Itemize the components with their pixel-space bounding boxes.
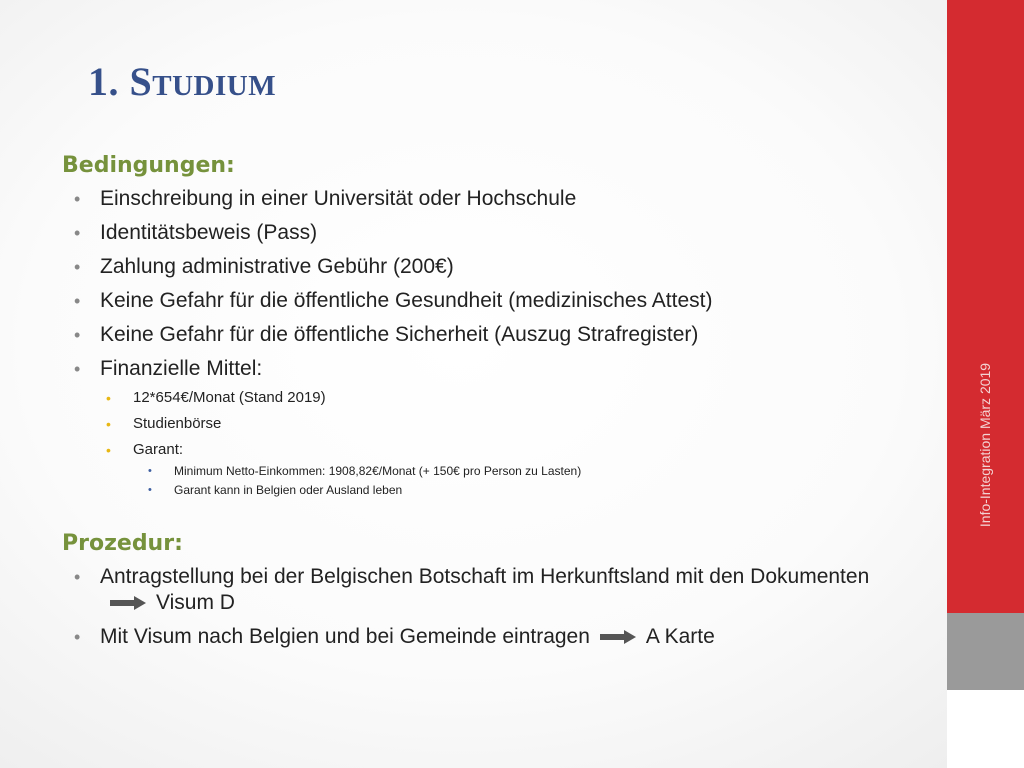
list-item-text: Antragstellung bei der Belgischen Botschaft im Herkunftsland mit den Dokumenten <box>100 565 870 588</box>
finanzielle-sublist <box>100 388 880 498</box>
list-item-text: Visum D <box>156 591 235 614</box>
bullet-dot: • <box>106 390 111 406</box>
sidebar-white-band <box>947 690 1024 768</box>
bullet-dot: • <box>106 416 111 432</box>
list-item <box>62 463 880 479</box>
title-number: 1. <box>88 59 119 104</box>
list-item <box>62 220 880 246</box>
list-item-text: Garant: <box>133 441 184 458</box>
list-item <box>62 356 880 498</box>
bullet-dot: • <box>74 223 81 243</box>
bullet-dot: • <box>74 627 81 647</box>
title-first-letter: S <box>129 59 153 104</box>
bullet-dot: • <box>74 359 81 379</box>
sidebar-gray-band <box>947 613 1024 690</box>
right-arrow-icon <box>600 630 636 644</box>
list-item-text: Studienbörse <box>133 415 222 432</box>
list-item-text: Finanzielle Mittel: <box>100 357 263 380</box>
bedingungen-heading: Bedingungen: <box>62 153 235 178</box>
list-item <box>62 288 880 314</box>
bullet-dot: • <box>74 567 81 587</box>
right-arrow-icon <box>110 596 146 610</box>
prozedur-list <box>62 564 880 650</box>
list-item <box>62 482 880 498</box>
prozedur-heading: Prozedur: <box>62 531 183 556</box>
list-item <box>62 186 880 212</box>
list-item-text: Mit Visum nach Belgien und bei Gemeinde eintragen <box>100 625 590 648</box>
list-item <box>62 564 880 616</box>
list-item <box>62 322 880 348</box>
list-item <box>62 624 880 650</box>
list-item <box>62 388 880 408</box>
bedingungen-list <box>62 186 880 498</box>
bullet-dot: • <box>74 257 81 277</box>
title-rest: TUDIUM <box>152 70 277 102</box>
list-item <box>62 414 880 434</box>
list-item-text: Zahlung administrative Gebühr (200€) <box>100 255 454 278</box>
list-item-text: A Karte <box>645 625 715 648</box>
sidebar-caption: Info-Integration März 2019 <box>977 362 993 528</box>
bullet-dot: • <box>74 325 81 345</box>
garant-sublist <box>133 463 880 498</box>
list-item-text: Keine Gefahr für die öffentliche Gesundheit (medizinisches Attest) <box>100 289 713 312</box>
list-item-text: Identitätsbeweis (Pass) <box>100 221 318 244</box>
bullet-dot: • <box>148 465 152 477</box>
bullet-dot: • <box>74 291 81 311</box>
list-item <box>62 254 880 280</box>
section-bedingungen <box>62 153 880 498</box>
bullet-dot: • <box>148 484 152 496</box>
list-item-text: Garant kann in Belgien oder Ausland leben <box>174 483 403 497</box>
section-prozedur <box>62 531 880 650</box>
list-item-text: 12*654€/Monat (Stand 2019) <box>133 389 326 406</box>
list-item-text: Einschreibung in einer Universität oder Hochschule <box>100 187 577 210</box>
slide-title <box>88 58 276 105</box>
list-item <box>62 440 880 498</box>
list-item-text: Keine Gefahr für die öffentliche Sicherheit (Auszug Strafregister) <box>100 323 699 346</box>
bullet-dot: • <box>74 189 81 209</box>
bullet-dot: • <box>106 442 111 458</box>
list-item-text: Minimum Netto-Einkommen: 1908,82€/Monat (+ 150€ pro Person zu Lasten) <box>174 464 582 478</box>
